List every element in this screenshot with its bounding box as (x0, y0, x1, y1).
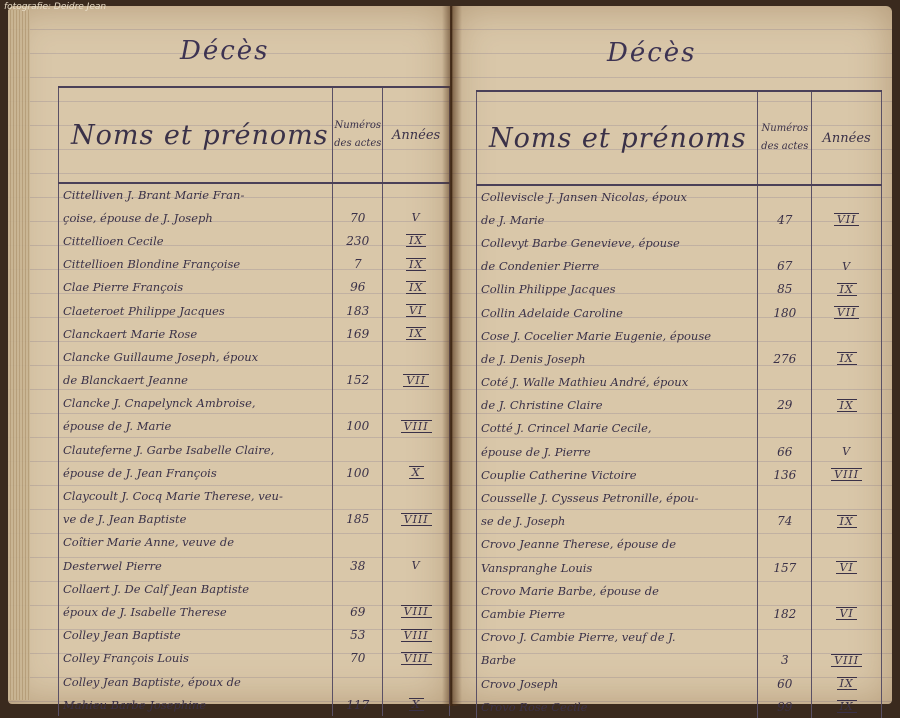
year-numeral: IX (406, 327, 426, 340)
left-col-names-header: Noms et prénoms (59, 87, 333, 183)
entry-name: Couplie Catherine Victoire (477, 463, 758, 486)
act-number: 60 (758, 672, 812, 695)
entry-name: se de J. Joseph (477, 510, 758, 533)
year-cell (383, 670, 450, 693)
register-row (59, 647, 450, 670)
year-cell (812, 672, 882, 695)
act-number: 96 (333, 276, 383, 299)
year-numeral: V (411, 559, 421, 573)
act-number: 152 (333, 369, 383, 392)
year-cell (383, 508, 450, 531)
act-number: 53 (333, 624, 383, 647)
entry-name: Cotté J. Crincel Marie Cecile, (477, 417, 758, 440)
year-numeral: VIII (401, 605, 432, 618)
year-cell (812, 347, 882, 370)
act-number (758, 486, 812, 509)
entry-name: Cose J. Cocelier Marie Eugenie, épouse (477, 324, 758, 347)
register-row (59, 229, 450, 252)
act-number: 136 (758, 463, 812, 486)
entry-name: Collin Philippe Jacques (477, 278, 758, 301)
entry-name: Cousselle J. Cysseus Petronille, épou- (477, 486, 758, 509)
year-cell (812, 231, 882, 254)
entry-name: Clancke Guillaume Joseph, époux (59, 345, 333, 368)
entry-name: Collaert J. De Calf Jean Baptiste (59, 577, 333, 600)
year-cell (812, 185, 882, 208)
year-numeral: IX (837, 700, 857, 713)
register-row (59, 693, 450, 716)
act-number: 117 (333, 693, 383, 716)
year-cell (812, 556, 882, 579)
entry-name: Clae Pierre François (59, 276, 333, 299)
register-row (477, 371, 882, 394)
year-cell (812, 208, 882, 231)
register-row (477, 556, 882, 579)
year-numeral: IX (837, 677, 857, 690)
year-cell (812, 371, 882, 394)
register-row (477, 510, 882, 533)
entry-name: Mahieu Barbe Josephine (59, 693, 333, 716)
year-cell (383, 693, 450, 716)
year-cell (812, 463, 882, 486)
act-number: 100 (333, 461, 383, 484)
year-numeral: VI (836, 561, 856, 574)
act-number (333, 183, 383, 206)
register-row (59, 484, 450, 507)
right-register-table (476, 90, 882, 718)
act-number (758, 579, 812, 602)
register-row (477, 463, 882, 486)
year-numeral: VIII (401, 513, 432, 526)
register-row (477, 301, 882, 324)
act-number (758, 417, 812, 440)
register-row (59, 276, 450, 299)
year-cell (383, 276, 450, 299)
act-number: 169 (333, 322, 383, 345)
entry-name: Colleviscle J. Jansen Nicolas, époux (477, 185, 758, 208)
entry-name: épouse de J. Pierre (477, 440, 758, 463)
register-row (59, 554, 450, 577)
year-numeral: V (411, 211, 421, 225)
year-cell (383, 253, 450, 276)
act-number: 230 (333, 229, 383, 252)
year-numeral: VIII (401, 629, 432, 642)
register-row (59, 624, 450, 647)
register-row (477, 602, 882, 625)
entry-name: époux de J. Isabelle Therese (59, 600, 333, 623)
register-row (477, 417, 882, 440)
register-row (59, 206, 450, 229)
act-number: 183 (333, 299, 383, 322)
register-row (59, 392, 450, 415)
register-row (477, 231, 882, 254)
entry-name: Colley François Louis (59, 647, 333, 670)
year-cell (812, 417, 882, 440)
year-numeral: IX (406, 281, 426, 294)
year-cell (383, 322, 450, 345)
register-row (59, 183, 450, 206)
act-number: 67 (758, 255, 812, 278)
year-cell (812, 255, 882, 278)
entry-name: de J. Denis Joseph (477, 347, 758, 370)
year-cell (812, 510, 882, 533)
act-number (333, 484, 383, 507)
entry-name: Cittellioen Cecile (59, 229, 333, 252)
act-number (333, 670, 383, 693)
year-cell (812, 440, 882, 463)
act-number: 99 (758, 695, 812, 718)
year-cell (383, 647, 450, 670)
register-row (59, 253, 450, 276)
year-numeral: IX (837, 399, 857, 412)
year-numeral: VII (834, 213, 860, 226)
year-numeral: VII (403, 374, 429, 387)
act-number (333, 438, 383, 461)
left-col-years-header: Années (383, 87, 450, 183)
entry-name: épouse de J. Marie (59, 415, 333, 438)
act-number: 100 (333, 415, 383, 438)
act-number (758, 185, 812, 208)
year-cell (383, 369, 450, 392)
year-cell (383, 624, 450, 647)
register-row (59, 461, 450, 484)
register-row (477, 440, 882, 463)
register-row (59, 508, 450, 531)
act-number: 185 (333, 508, 383, 531)
year-numeral: IX (406, 234, 426, 247)
act-number: 66 (758, 440, 812, 463)
year-numeral: VII (834, 306, 860, 319)
register-row (59, 600, 450, 623)
register-row (477, 533, 882, 556)
act-number (758, 324, 812, 347)
year-cell (383, 229, 450, 252)
page-stack-edge (8, 10, 30, 700)
entry-name: Colley Jean Baptiste (59, 624, 333, 647)
year-cell (812, 301, 882, 324)
entry-name: Collevyt Barbe Genevieve, épouse (477, 231, 758, 254)
right-col-numbers-header: Numéros des actes (758, 91, 812, 185)
act-number: 180 (758, 301, 812, 324)
entry-name: de J. Marie (477, 208, 758, 231)
entry-name: Crovo Rose Cecile (477, 695, 758, 718)
year-numeral: X (409, 698, 424, 711)
right-page-heading: Décès (607, 38, 697, 68)
register-row (477, 695, 882, 718)
act-number: 70 (333, 206, 383, 229)
register-row (59, 577, 450, 600)
register-row (59, 322, 450, 345)
entry-name: Desterwel Pierre (59, 554, 333, 577)
register-row (477, 185, 882, 208)
act-number: 3 (758, 649, 812, 672)
register-row (477, 649, 882, 672)
left-page (8, 6, 450, 712)
act-number: 85 (758, 278, 812, 301)
entry-name: Coîtier Marie Anne, veuve de (59, 531, 333, 554)
act-number (333, 577, 383, 600)
entry-name: Clauteferne J. Garbe Isabelle Claire, (59, 438, 333, 461)
year-cell (812, 602, 882, 625)
year-cell (383, 392, 450, 415)
entry-name: Crovo Jeanne Therese, épouse de (477, 533, 758, 556)
register-row (477, 255, 882, 278)
act-number (758, 231, 812, 254)
year-cell (812, 324, 882, 347)
entry-name: Barbe (477, 649, 758, 672)
register-row (477, 347, 882, 370)
act-number: 38 (333, 554, 383, 577)
year-cell (383, 461, 450, 484)
year-cell (812, 533, 882, 556)
year-numeral: V (842, 259, 852, 273)
photo-credit: fotografie: Deidre Jean (4, 2, 107, 12)
register-row (477, 672, 882, 695)
year-cell (383, 345, 450, 368)
entry-name: ve de J. Jean Baptiste (59, 508, 333, 531)
entry-name: Cambie Pierre (477, 602, 758, 625)
register-row (59, 531, 450, 554)
year-cell (383, 484, 450, 507)
year-cell (383, 206, 450, 229)
year-cell (383, 415, 450, 438)
act-number: 74 (758, 510, 812, 533)
entry-name: Crovo Joseph (477, 672, 758, 695)
year-cell (383, 531, 450, 554)
left-register-rows (59, 183, 450, 716)
year-numeral: VIII (831, 654, 862, 667)
year-numeral: IX (837, 515, 857, 528)
entry-name: Clanckaert Marie Rose (59, 322, 333, 345)
year-cell (812, 695, 882, 718)
act-number: 182 (758, 602, 812, 625)
year-numeral: IX (837, 352, 857, 365)
entry-name: Cittellioen Blondine Françoise (59, 253, 333, 276)
entry-name: Cittelliven J. Brant Marie Fran- (59, 183, 333, 206)
act-number: 276 (758, 347, 812, 370)
entry-name: Coté J. Walle Mathieu André, époux (477, 371, 758, 394)
year-numeral: IX (837, 283, 857, 296)
act-number: 157 (758, 556, 812, 579)
year-cell (812, 626, 882, 649)
entry-name: Claeteroet Philippe Jacques (59, 299, 333, 322)
year-numeral: VIII (831, 468, 862, 481)
left-register-table (58, 86, 450, 716)
act-number (333, 345, 383, 368)
entry-name: Vanspranghe Louis (477, 556, 758, 579)
year-numeral: VI (406, 304, 426, 317)
entry-name: de Blanckaert Jeanne (59, 369, 333, 392)
year-numeral: V (842, 445, 852, 459)
year-numeral: VIII (401, 652, 432, 665)
entry-name: Claycoult J. Cocq Marie Therese, veu- (59, 484, 333, 507)
year-cell (383, 183, 450, 206)
entry-name: épouse de J. Jean François (59, 461, 333, 484)
year-cell (383, 299, 450, 322)
year-numeral: VI (836, 607, 856, 620)
entry-name: Colley Jean Baptiste, époux de (59, 670, 333, 693)
entry-name: çoise, épouse de J. Joseph (59, 206, 333, 229)
year-cell (383, 577, 450, 600)
register-row (59, 369, 450, 392)
register-row (477, 278, 882, 301)
act-number (333, 392, 383, 415)
right-col-years-header: Années (812, 91, 882, 185)
act-number: 70 (333, 647, 383, 670)
year-cell (812, 486, 882, 509)
act-number (758, 533, 812, 556)
year-numeral: X (409, 466, 424, 479)
year-numeral: VIII (401, 420, 432, 433)
left-col-numbers-header: Numéros des actes (333, 87, 383, 183)
right-col-names-header: Noms et prénoms (477, 91, 758, 185)
entry-name: Crovo J. Cambie Pierre, veuf de J. (477, 626, 758, 649)
register-row (59, 299, 450, 322)
register-row (477, 394, 882, 417)
act-number: 47 (758, 208, 812, 231)
right-register-rows (477, 185, 882, 718)
register-row (477, 579, 882, 602)
act-number (333, 531, 383, 554)
entry-name: Crovo Marie Barbe, épouse de (477, 579, 758, 602)
register-row (59, 670, 450, 693)
register-book (8, 6, 894, 714)
act-number: 69 (333, 600, 383, 623)
year-cell (383, 600, 450, 623)
entry-name: Collin Adelaide Caroline (477, 301, 758, 324)
act-number: 7 (333, 253, 383, 276)
year-numeral: IX (406, 258, 426, 271)
entry-name: de J. Christine Claire (477, 394, 758, 417)
year-cell (812, 579, 882, 602)
register-row (477, 324, 882, 347)
act-number: 29 (758, 394, 812, 417)
year-cell (383, 438, 450, 461)
entry-name: de Condenier Pierre (477, 255, 758, 278)
register-row (477, 486, 882, 509)
left-page-heading: Décès (180, 36, 270, 66)
register-row (59, 345, 450, 368)
year-cell (383, 554, 450, 577)
year-cell (812, 394, 882, 417)
act-number (758, 371, 812, 394)
year-cell (812, 278, 882, 301)
entry-name: Clancke J. Cnapelynck Ambroise, (59, 392, 333, 415)
register-row (59, 415, 450, 438)
register-row (477, 208, 882, 231)
right-page (452, 6, 892, 714)
register-row (59, 438, 450, 461)
book-gutter (442, 6, 462, 706)
act-number (758, 626, 812, 649)
year-cell (812, 649, 882, 672)
register-row (477, 626, 882, 649)
